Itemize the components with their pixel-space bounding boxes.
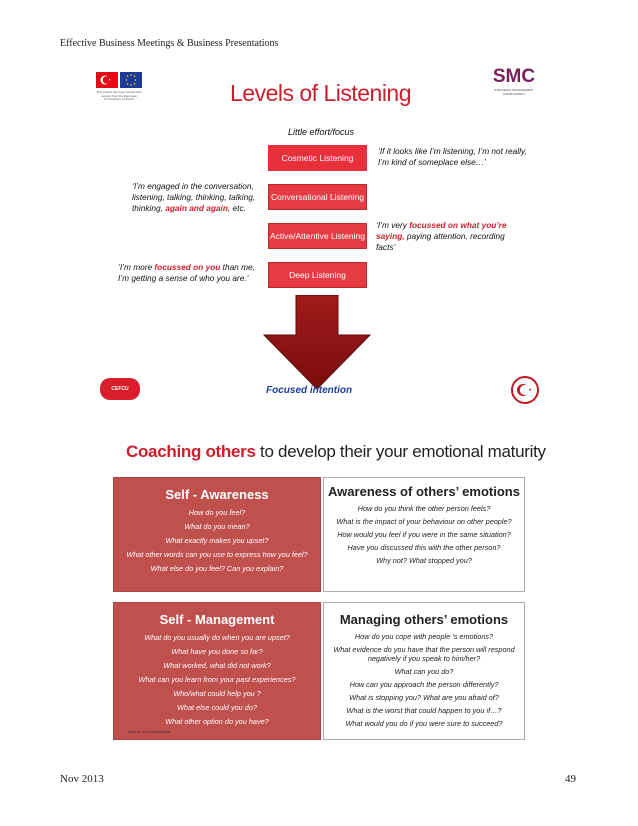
panel-question: What else could you do? [177,703,257,712]
panel-question: Have you discussed this with the other person? [347,543,501,552]
source-note: Source: Dorcas/Dowdell [128,729,171,734]
panel-question: What other words can you use to express how you feel? [126,550,308,559]
cefcu-logo-text: CEFCU [111,386,129,392]
panel-question: How can you approach the person differently? [349,680,499,689]
panel-question: What is stopping you? What are you afraid of? [349,693,499,702]
quote-deep [118,262,268,284]
smc-logo-subtitle: STRATEGIC MANAGEMENT CONSULTANCY [494,88,534,96]
quote-attentive-text: ‘I’m very [376,220,410,230]
panel-question: What else do you feel? Can you explain? [150,564,284,573]
quote-attentive-highlight: focussed on what you’re saying, [376,220,507,241]
panel-question: What can you learn from your past experiences? [138,675,296,684]
page-number: 49 [565,773,576,785]
level-deep-box: Deep Listening [268,262,367,288]
panel-question: What worked, what did not work? [163,661,271,670]
level-attentive-box: Active/Attentive Listening [268,223,367,249]
quote-deep-highlight: focussed on you [154,262,221,272]
panel-heading: Awareness of others’ emotions [328,484,520,499]
quote-conversational [132,181,278,214]
quote-conversational-highlight: again and again [165,203,228,213]
quote-conversational-end: , etc. [227,203,246,213]
panel-heading: Managing others’ emotions [339,612,509,627]
turkish-seal-logo [507,375,543,405]
quote-cosmetic: ‘If it looks like I’m listening, I’m not really, I’m kind of someplace else…’ [378,146,527,167]
quote-attentive-end: paying attention, recording facts’ [376,231,505,252]
self-awareness-panel [113,477,321,592]
focused-intention-label: Focused intention [266,385,353,396]
panel-question: How do you cope with people ’s emotions? [354,632,494,641]
panel-question: What is the impact of your behaviour on other people? [336,517,512,526]
awareness-of-others-panel [323,477,525,592]
panel-question: How do you feel? [188,508,246,517]
eu-turkey-flags-logo [96,70,142,92]
footer-date: Nov 2013 [60,773,104,785]
panel-question: Why not? What stopped you? [376,556,472,565]
panel-question: Who/what could help you ? [173,689,261,698]
panel-question: What is the worst that could happen to you if…? [346,706,502,715]
self-management-panel [113,602,321,740]
level-cosmetic-box: Cosmetic Listening [268,145,367,171]
panel-question: What evidence do you have that the person will respond negatively if you speak to him/her? [333,645,515,663]
level-conversational-box: Conversational Listening [268,184,367,210]
panel-question: What exactly makes you upset? [165,536,269,545]
cefcu-logo [100,378,140,400]
panel-question: How would you feel if you were in the same situation? [337,530,511,539]
smc-logo [486,67,542,95]
panel-question: What do you usually do when you are upset? [144,633,290,642]
panel-question: How do you think the other person feels? [357,504,491,513]
smc-logo-text: SMC [492,66,536,87]
coaching-heading-highlight: Coaching others [126,442,256,461]
eu-funding-caption: This project has been funded with support from the European Commission. LLP/LdV [96,90,142,101]
document-header: Effective Business Meetings & Business Presentations [60,38,279,49]
panel-heading: Self - Awareness [165,487,269,502]
page-title: Levels of Listening [230,80,412,106]
effort-label: Little effort/focus [288,127,355,137]
coaching-heading [126,442,546,462]
quote-attentive [376,220,526,253]
down-arrow-icon [262,295,372,390]
panel-question: What would you do if you were sure to succeed? [345,719,503,728]
panel-heading: Self - Management [159,612,275,627]
panel-question: What have you done so far? [171,647,263,656]
panel-question: What do you mean? [184,522,250,531]
panel-question: What can you do? [394,667,454,676]
quote-conversational-text: ‘I’m engaged in the conversation, listening, talking, thinking, talking, thinking, [132,181,256,213]
quote-deep-end: than me, I’m getting a sense of who you are.’ [118,262,255,283]
panel-question: What other option do you have? [165,717,269,726]
coaching-heading-rest: to develop their your emotional maturity [255,442,546,461]
managing-others-emotions-panel [323,602,525,740]
quote-deep-text: ‘I’m more [118,262,155,272]
